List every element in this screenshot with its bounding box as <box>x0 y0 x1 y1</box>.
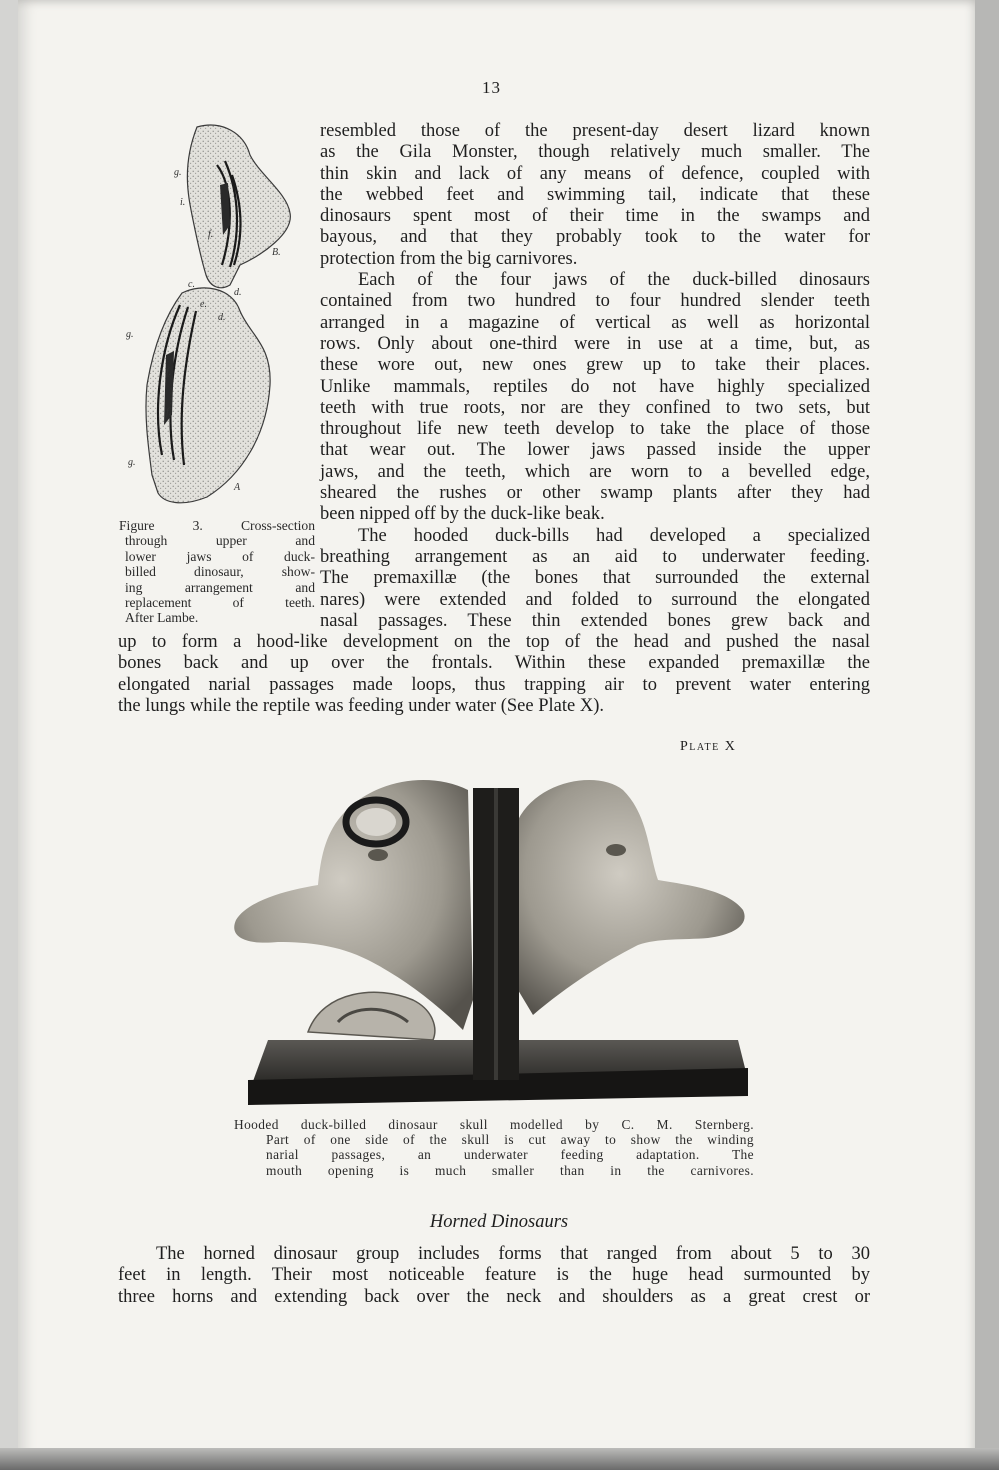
text-line: throughout life new teeth develop to take the place of those <box>320 419 870 440</box>
figure-label-b: B. <box>272 247 281 258</box>
figure-label-c: c. <box>188 279 195 290</box>
scan-bottom-shadow <box>0 1448 999 1470</box>
figure-label-g-mid: g. <box>126 329 134 340</box>
text-line: three horns and extending back over the neck and shoulders as a great crest or <box>118 1286 870 1307</box>
text-line: The hooded duck-bills had developed a specialized <box>358 525 870 546</box>
text-line: nares) were extended and folded to surround the elongated <box>320 589 870 610</box>
photo-caption-line: Part of one side of the skull is cut away to show the winding <box>266 1132 754 1148</box>
photo-caption-line: mouth opening is much smaller than in the carnivores. <box>266 1162 754 1178</box>
text-line: the webbed feet and swimming tail, indicate that these <box>320 184 870 205</box>
text-line: The horned dinosaur group includes forms that ranged from about 5 to 30 <box>156 1244 870 1264</box>
text-line: the lungs while the reptile was feeding under water (See Plate X). <box>118 695 604 716</box>
text-line: bayous, and that they probably took to the water for <box>320 227 870 248</box>
text-line: jaws, and the teeth, which are worn to a bevelled edge, <box>320 461 870 482</box>
plate-caption <box>234 1117 754 1178</box>
text-line: dinosaurs spent most of their time in the swamps and <box>320 206 870 227</box>
book-page <box>18 0 980 1470</box>
text-line: rows. Only about one-third were in use at a time, but, as <box>320 333 870 354</box>
text-line: feet in length. Their most noticeable feature is the huge head surmounted by <box>118 1265 870 1286</box>
text-line: breathing arrangement as an aid to underwater feeding. <box>320 546 870 567</box>
text-line: been nipped off by the duck-like beak. <box>320 504 605 525</box>
figure-label-f-low: f. <box>166 407 172 418</box>
plate-label: Plate X <box>680 739 737 754</box>
figure-label-d-upper: d. <box>234 287 242 298</box>
figure-label-f-mid: f. <box>166 367 172 378</box>
figure-label-a: A <box>234 482 241 493</box>
text-line: Unlike mammals, reptiles do not have highly specialized <box>320 376 870 397</box>
text-line: as the Gila Monster, though relatively much smaller. The <box>320 142 870 163</box>
skull-model-photo <box>228 760 758 1105</box>
text-line: sheared the rushes or other swamp plants after they had <box>320 483 870 504</box>
figure-label-f-top: f. <box>208 229 214 240</box>
lower-jaw-shape <box>146 288 270 503</box>
figure-caption-line: billed dinosaur, show- <box>125 564 315 580</box>
text-line: protection from the big carnivores. <box>320 248 578 269</box>
text-line: arranged in a magazine of vertical as well as horizontal <box>320 312 870 333</box>
figure-caption-line: replacement of teeth. <box>125 595 315 611</box>
text-line: these wore out, new ones grew up to take their places. <box>320 355 870 376</box>
figure-label-g-top: g. <box>174 167 182 178</box>
bottom-text <box>118 1244 870 1308</box>
figure-label-i: i. <box>180 197 186 208</box>
text-line: teeth with true roots, nor are they confined to two sets, but <box>320 397 870 418</box>
text-line: The premaxillæ (the bones that surrounded the external <box>320 568 870 589</box>
text-line: thin skin and lack of any means of defence, coupled with <box>320 163 870 184</box>
text-line: that wear out. The lower jaws passed inside the upper <box>320 440 870 461</box>
figure-caption-line: After Lambe. <box>125 610 199 626</box>
figure-caption-line: ing arrangement and <box>125 579 315 595</box>
text-line: resembled those of the present-day desert lizard known <box>320 121 870 141</box>
full-width-text <box>118 632 870 717</box>
figure-label-d-lower: d. <box>218 312 226 323</box>
figure-caption-line: Figure 3. Cross-section <box>119 518 315 533</box>
text-line: up to form a hood-like development on the top of the head and pushed the nasal <box>118 632 870 652</box>
column-text <box>320 121 870 632</box>
page-edge-shadow <box>975 0 999 1470</box>
section-heading: Horned Dinosaurs <box>429 1212 569 1232</box>
right-eye <box>606 844 626 856</box>
text-line: Each of the four jaws of the duck-billed dinosaurs <box>358 270 870 291</box>
text-line: bones back and up over the frontals. Within these expanded premaxillæ the <box>118 653 870 674</box>
figure-caption-line: through upper and <box>125 533 315 549</box>
figure-label-e: e. <box>200 299 207 310</box>
text-line: contained from two hundred to four hundred slender teeth <box>320 291 870 312</box>
photo-caption-line: Hooded duck-billed dinosaur skull modelled by C. M. Sternberg. <box>234 1117 754 1132</box>
left-eye <box>368 849 388 861</box>
text-line: elongated narial passages made loops, thus trapping air to prevent water entering <box>118 674 870 695</box>
figure-3-caption <box>119 518 315 626</box>
jaw-cross-section-illustration <box>122 115 317 515</box>
figure-caption-line: lower jaws of duck- <box>125 548 315 564</box>
photo-caption-line: narial passages, an underwater feeding adaptation. The <box>266 1147 754 1163</box>
page-number: 13 <box>482 78 501 97</box>
figure-label-g-bottom: g. <box>128 457 136 468</box>
text-line: nasal passages. These thin extended bones grew back and <box>320 610 870 631</box>
